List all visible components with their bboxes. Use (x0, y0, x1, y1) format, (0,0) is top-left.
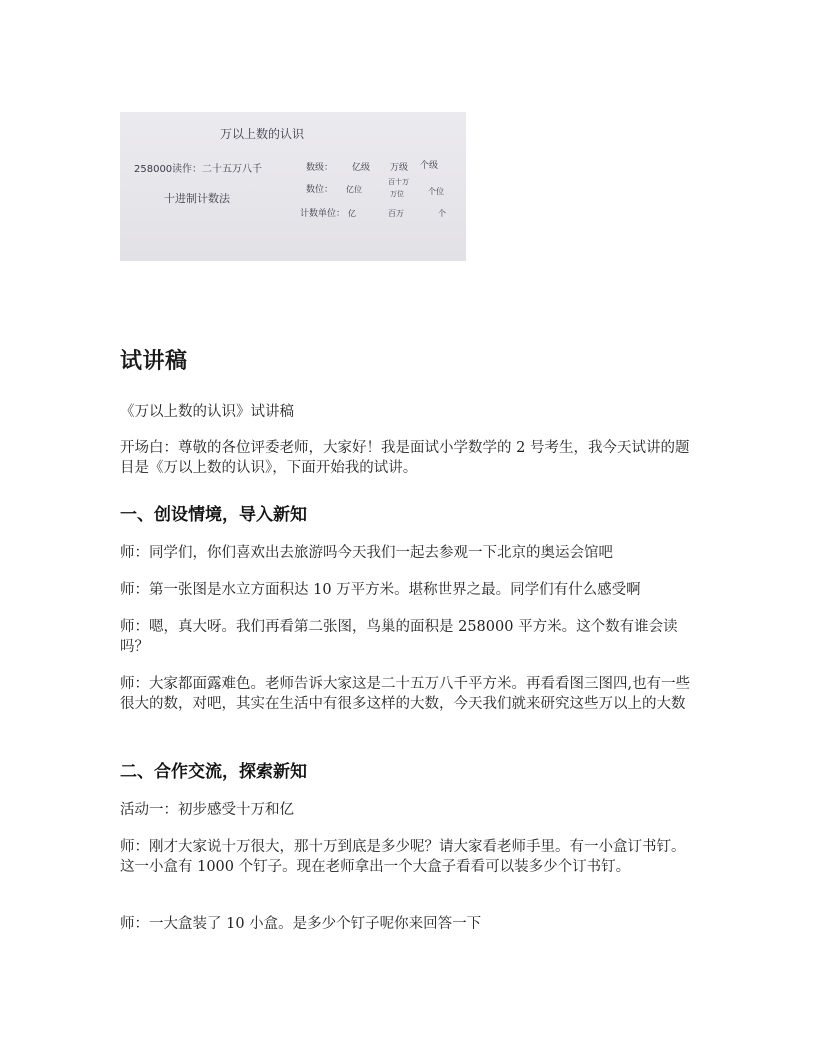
board-example-number: 258000 (134, 164, 173, 175)
section-heading-1: 一、创设情境，导入新知 (120, 505, 307, 525)
board-place-ge: 个位 (428, 187, 444, 196)
opening-paragraph: 开场白：尊敬的各位评委老师，大家好！我是面试小学数学的 2 号考生，我今天试讲的题目是《万以上数的认识》，下面开始我的试讲。 (120, 440, 690, 476)
board-place-baishiwan: 百十万 (388, 178, 409, 186)
section2-paragraph-3: 师：一大盒装了 10 小盒。是多少个钉子呢你来回答一下 (120, 916, 482, 932)
board-reading: 读作：二十五万八千 (172, 164, 262, 175)
board-row-label-levels: 数级： (306, 163, 334, 173)
board-row-label-units: 计数单位： (300, 209, 346, 219)
section1-paragraph-1: 师：同学们，你们喜欢出去旅游吗今天我们一起去参观一下北京的奥运会馆吧 (120, 545, 613, 561)
board-row-label-places: 数位： (306, 185, 334, 195)
board-place-yi: 亿位 (346, 185, 362, 194)
board-method: 十进制计数法 (164, 192, 230, 205)
document-subtitle: 《万以上数的认识》试讲稿 (120, 404, 294, 420)
board-place-wan: 万位 (390, 190, 404, 198)
board-title: 万以上数的认识 (220, 127, 305, 141)
board-level-ge: 个级 (420, 161, 439, 171)
section1-paragraph-2: 师：第一张图是水立方面积达 10 万平方米。堪称世界之最。同学们有什么感受啊 (120, 582, 641, 598)
board-unit-baiwan: 百万 (388, 209, 404, 218)
section1-paragraph-4: 师：大家都面露难色。老师告诉大家这是二十五万八千平方米。再看看图三图四,也有一些很大的数，对吧，其实在生活中有很多这样的大数，今天我们就来研究这些万以上的大数 (120, 676, 691, 712)
document-title: 试讲稿 (120, 349, 188, 374)
section-heading-2: 二、合作交流，探索新知 (120, 762, 307, 782)
section2-paragraph-2: 师：刚才大家说十万很大，那十万到底是多少呢？请大家看老师手里。有一小盒订书钉。这一小盒有 1000 个钉子。现在老师拿出一个大盒子看看可以装多少个订书钉。 (120, 839, 686, 875)
board-level-wan: 万级 (390, 163, 409, 173)
board-notes-photo (120, 112, 466, 261)
section2-paragraph-1: 活动一：初步感受十万和亿 (120, 802, 294, 818)
board-notes-drawing (120, 112, 466, 261)
board-level-yi: 亿级 (352, 163, 371, 173)
board-unit-ge: 个 (438, 209, 446, 218)
board-unit-yi: 亿 (348, 209, 356, 218)
section1-paragraph-3: 师：嗯，真大呀。我们再看第二张图，鸟巢的面积是 258000 平方米。这个数有谁会读吗？ (120, 619, 678, 655)
